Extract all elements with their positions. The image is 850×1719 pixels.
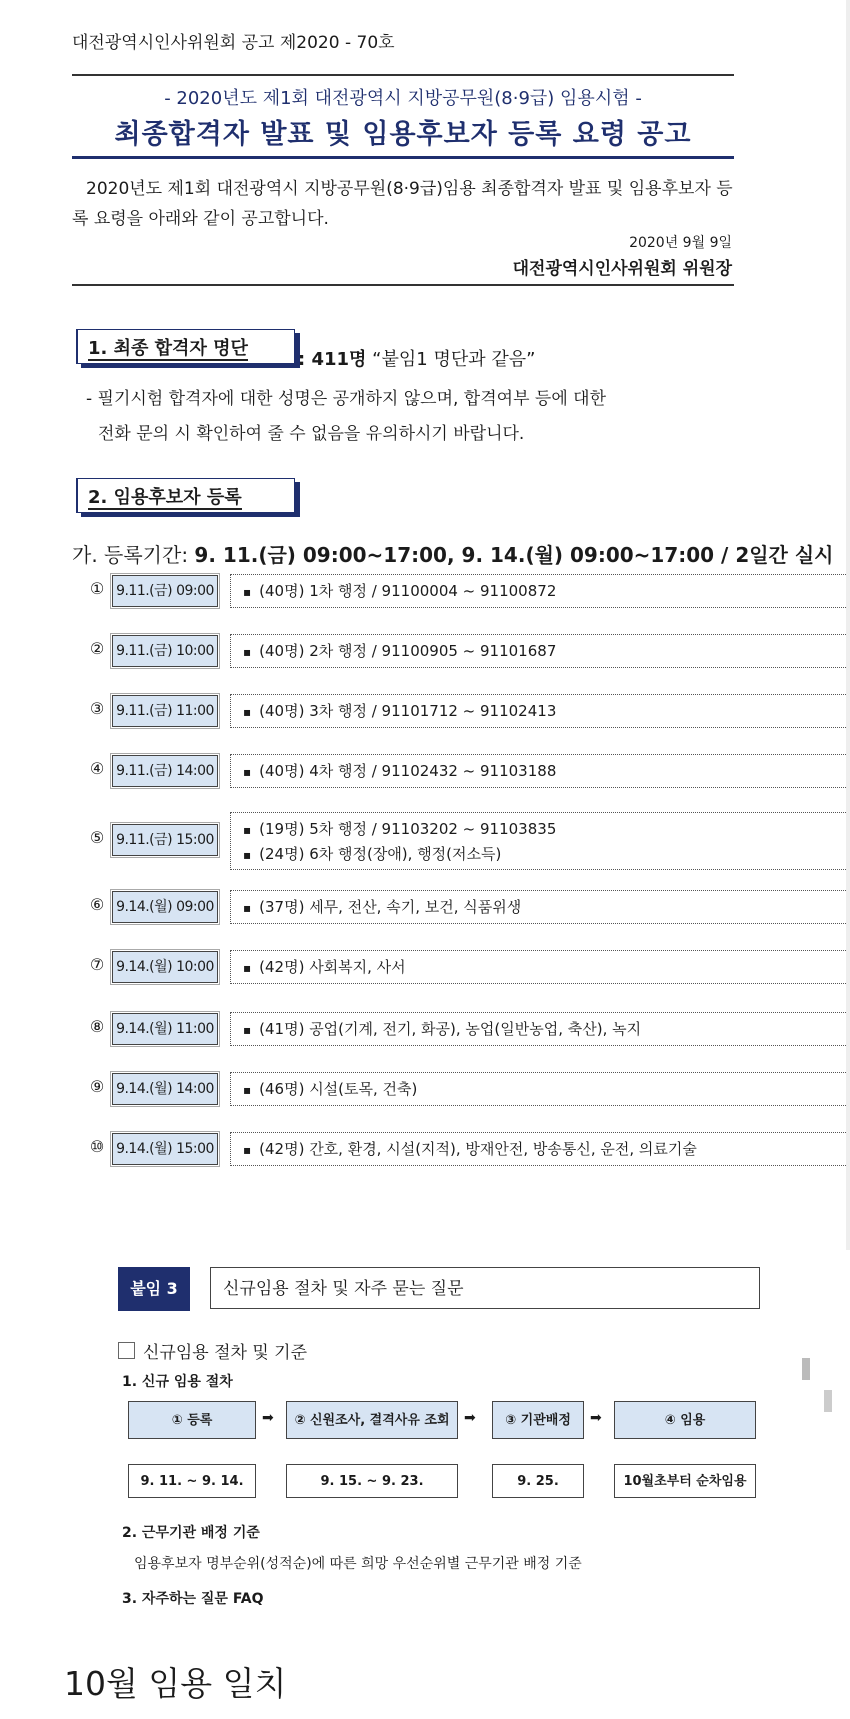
checkbox-heading: 신규임용 절차 및 기준 [118, 1338, 307, 1363]
schedule-time: 9.14.(월) 11:00 [112, 1013, 218, 1045]
step-date: 9. 25. [492, 1464, 584, 1498]
step-date: 9. 11. ~ 9. 14. [128, 1464, 256, 1498]
schedule-detail-box [230, 1072, 850, 1106]
schedule-detail-line: ▪ (40명) 4차 행정 / 91102432 ~ 91103188 [231, 759, 850, 784]
schedule-detail-line: ▪ (37명) 세무, 전산, 속기, 보건, 식품위생 [231, 895, 850, 920]
schedule-time: 9.11.(금) 10:00 [112, 635, 218, 667]
notice-date: 2020년 9월 9일 [629, 235, 732, 251]
notice-title: 최종합격자 발표 및 임용후보자 등록 요령 공고 [114, 119, 692, 150]
schedule-detail-line: ▪ (19명) 5차 행정 / 91103202 ~ 91103835 [231, 817, 850, 842]
intro-text: 2020년도 제1회 대전광역시 지방공무원(8·9급)임용 최종합격자 발표 및 임용후보자 등록 요령을 아래와 같이 공고합니다. [72, 179, 733, 229]
step-appointment: ④ 임용 [614, 1401, 756, 1439]
step-agency-assignment: ③ 기관배정 [492, 1401, 584, 1439]
schedule-time: 9.11.(금) 11:00 [112, 695, 218, 727]
schedule-number: ⑩ [89, 1137, 105, 1156]
issuer: 대전광역시인사위원회 위원장 [512, 259, 732, 279]
schedule-detail-box [230, 950, 850, 984]
scroll-marker [824, 1390, 832, 1412]
schedule-detail-box [230, 694, 850, 728]
arrow-icon: ➡ [464, 1410, 476, 1426]
schedule-detail-box [230, 754, 850, 788]
schedule-detail-line: ▪ (40명) 2차 행정 / 91100905 ~ 91101687 [231, 639, 850, 664]
divider [72, 284, 734, 286]
schedule-detail-box [230, 812, 850, 870]
schedule-time: 9.14.(월) 10:00 [112, 951, 218, 983]
section-heading-final-passers: 1. 최종 합격자 명단 [76, 329, 295, 364]
section-heading-registration: 2. 임용후보자 등록 [76, 478, 295, 513]
divider [72, 74, 734, 76]
schedule-number: ⑨ [89, 1077, 105, 1096]
attachment-title: 신규임용 절차 및 자주 묻는 질문 [210, 1267, 760, 1309]
schedule-detail-box [230, 890, 850, 924]
schedule-detail-line: ▪ (40명) 1차 행정 / 91100004 ~ 91100872 [231, 579, 850, 604]
schedule-detail-line: ▪ (40명) 3차 행정 / 91101712 ~ 91102413 [231, 699, 850, 724]
schedule-number: ③ [89, 699, 105, 718]
schedule-number: ② [89, 639, 105, 658]
schedule-number: ⑧ [89, 1017, 105, 1036]
schedule-detail-box [230, 634, 850, 668]
schedule-time: 9.14.(월) 15:00 [112, 1133, 218, 1165]
schedule-detail-box [230, 1132, 850, 1166]
procedure-heading: 1. 신규 임용 절차 [122, 1374, 233, 1390]
scroll-marker [802, 1358, 810, 1380]
faq-heading: 3. 자주하는 질문 FAQ [122, 1591, 264, 1607]
title-divider [72, 156, 734, 159]
schedule-number: ⑤ [89, 828, 105, 847]
caption-text: 10월 임용 일치 [64, 1664, 287, 1703]
step-register: ① 등록 [128, 1401, 256, 1439]
exam-subtitle: - 2020년도 제1회 대전광역시 지방공무원(8·9급) 임용시험 - [164, 88, 642, 109]
schedule-time: 9.11.(금) 14:00 [112, 755, 218, 787]
step-date: 10월초부터 순차임용 [614, 1464, 756, 1498]
schedule-detail-line: ▪ (42명) 간호, 환경, 시설(지적), 방재안전, 방송통신, 운전, 의료기술 [231, 1137, 850, 1162]
schedule-time: 9.14.(월) 14:00 [112, 1073, 218, 1105]
schedule-time: 9.14.(월) 09:00 [112, 891, 218, 923]
schedule-detail-box [230, 1012, 850, 1046]
schedule-detail-line: ▪ (42명) 사회복지, 사서 [231, 955, 850, 980]
scrollbar-track[interactable] [846, 0, 850, 1250]
notice-number: 대전광역시인사위원회 공고 제2020 - 70호 [72, 33, 395, 53]
criteria-heading: 2. 근무기관 배정 기준 [122, 1525, 260, 1541]
schedule-time: 9.11.(금) 15:00 [112, 824, 218, 856]
schedule-detail-line: ▪ (41명) 공업(기계, 전기, 화공), 농업(일반농업, 축산), 녹지 [231, 1017, 850, 1042]
schedule-time: 9.11.(금) 09:00 [112, 575, 218, 607]
schedule-number: ① [89, 579, 105, 598]
step-date: 9. 15. ~ 9. 23. [286, 1464, 458, 1498]
schedule-detail-line: ▪ (46명) 시설(토목, 건축) [231, 1077, 850, 1102]
schedule-number: ④ [89, 759, 105, 778]
schedule-number: ⑥ [89, 895, 105, 914]
schedule-detail-box [230, 574, 850, 608]
section1-note: - 필기시험 합격자에 대한 성명은 공개하지 않으며, 합격여부 등에 대한 전화 문의 시 확인하여 줄 수 없음을 유의하시기 바랍니다. [86, 389, 606, 444]
attachment-tag: 붙임 3 [118, 1267, 190, 1311]
schedule-detail-line: ▪ (24명) 6차 행정(장애), 행정(저소득) [231, 842, 850, 867]
registration-period: 가. 등록기간: 9. 11.(금) 09:00~17:00, 9. 14.(월) 09:00~17:00 / 2일간 실시 [72, 543, 834, 567]
step-background-check: ② 신원조사, 결격사유 조회 [286, 1401, 458, 1439]
passer-count: : 411명 “붙임1 명단과 같음” [298, 349, 536, 370]
schedule-number: ⑦ [89, 955, 105, 974]
arrow-icon: ➡ [262, 1410, 274, 1426]
arrow-icon: ➡ [590, 1410, 602, 1426]
criteria-text: 임용후보자 명부순위(성적순)에 따른 희망 우선순위별 근무기관 배정 기준 [134, 1556, 582, 1572]
checkbox-icon [118, 1342, 135, 1359]
